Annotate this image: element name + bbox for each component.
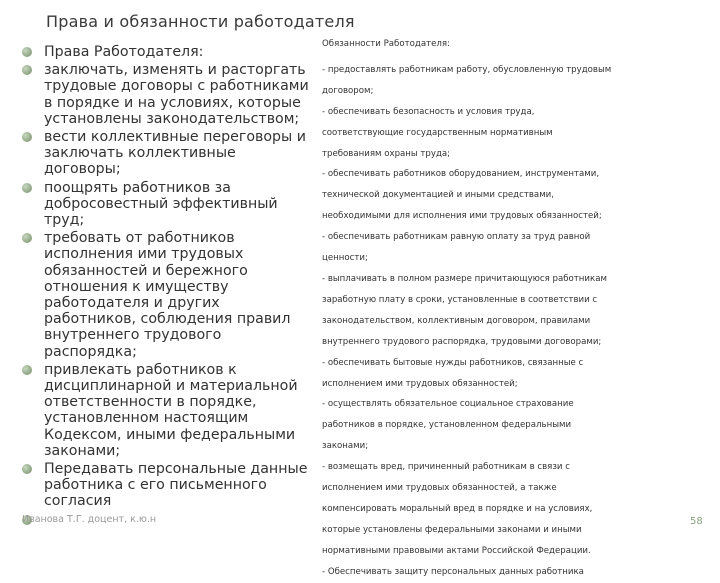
duty-line: внутреннего трудового распорядка, трудовыми договорами; [322, 336, 602, 347]
list-item [22, 362, 312, 459]
list-item-text: Передавать персональные данные работника с его письменного согласия [44, 461, 308, 510]
duty-line: - выплачивать в полном размере причитающуюся работникам [322, 273, 607, 284]
bullet-icon [22, 365, 32, 375]
slide-title: Права и обязанности работодателя [46, 12, 355, 31]
list-item [22, 461, 312, 510]
list-item [22, 129, 312, 178]
duty-line: которые установлены федеральными законами и иными [322, 524, 582, 535]
duty-line: - обеспечивать бытовые нужды работников, связанные с [322, 357, 584, 368]
duty-line: исполнением ими трудовых обязанностей, а также [322, 483, 557, 494]
duty-line: компенсировать моральный вред в порядке и на условиях, [322, 503, 593, 514]
list-item [22, 44, 312, 60]
duty-line: - возмещать вред, причиненный работникам в связи с [322, 462, 570, 473]
list-item-text: требовать от работников исполнения ими трудовых обязанностей и бережного отношения к имуществу работодателя и других работников, соблюдения правил внутреннего трудового распорядка; [44, 230, 291, 360]
duties-heading: Обязанности Работодателя: [322, 39, 450, 49]
duty-line: работников в порядке, установленном федеральными [322, 420, 572, 431]
duty-line: - обеспечивать безопасность и условия труда, [322, 106, 535, 117]
duty-line: - обеспечивать работников оборудованием, инструментами, [322, 169, 600, 180]
duty-line: исполнением ими трудовых обязанностей; [322, 378, 518, 389]
bullet-icon [22, 65, 32, 75]
duty-line: - предоставлять работникам работу, обусловленную трудовым [322, 64, 612, 75]
list-item [22, 62, 312, 127]
duty-line: требованиям охраны труда; [322, 148, 451, 159]
duty-line: договором; [322, 85, 374, 96]
duty-line: соответствующие государственным нормативным [322, 127, 553, 138]
duty-line: необходимыми для исполнения ими трудовых обязанностей; [322, 211, 602, 222]
duty-line: нормативными правовыми актами Российской Федерации. [322, 545, 591, 556]
list-item-text: вести коллективные переговоры и заключать коллективные договоры; [44, 129, 306, 178]
duty-line: заработную плату в сроки, установленные в соответствии с [322, 294, 598, 305]
duty-line: законами; [322, 441, 369, 452]
duty-line: законодательством, коллективным договором, правилами [322, 315, 591, 326]
employer-rights-list [22, 44, 312, 530]
bullet-icon [22, 233, 32, 243]
bullet-icon [22, 464, 32, 474]
duty-line: технической документацией и иными средствами, [322, 190, 554, 201]
duty-line: - обеспечивать работникам равную оплату за труд равной [322, 232, 591, 243]
duty-line: - осуществлять обязательное социальное страхование [322, 399, 574, 410]
duty-line: ценности; [322, 253, 368, 264]
list-item-text: привлекать работников к дисциплинарной и материальной ответственности в порядке, установленном настоящим Кодексом, иными федеральными законами; [44, 361, 298, 459]
list-item-text: заключать, изменять и расторгать трудовые договоры с работниками в порядке и на условиях, которые установлены законодательством; [44, 62, 309, 127]
duties-lines [322, 60, 652, 583]
list-item-text: поощрять работников за добросовестный эффективный труд; [44, 179, 278, 229]
bullet-icon [22, 47, 32, 57]
author-footer: Иванова Т.Г. доцент, к.ю.н [22, 514, 157, 525]
page-number: 58 [690, 516, 703, 527]
list-item [22, 230, 312, 360]
list-item [22, 180, 312, 229]
duty-line: - Обеспечивать защиту персональных данных работника [322, 566, 584, 577]
bullet-icon [22, 132, 32, 142]
bullet-icon [22, 183, 32, 193]
list-item-text: Права Работодателя: [44, 44, 204, 60]
employer-duties-column [322, 34, 652, 583]
